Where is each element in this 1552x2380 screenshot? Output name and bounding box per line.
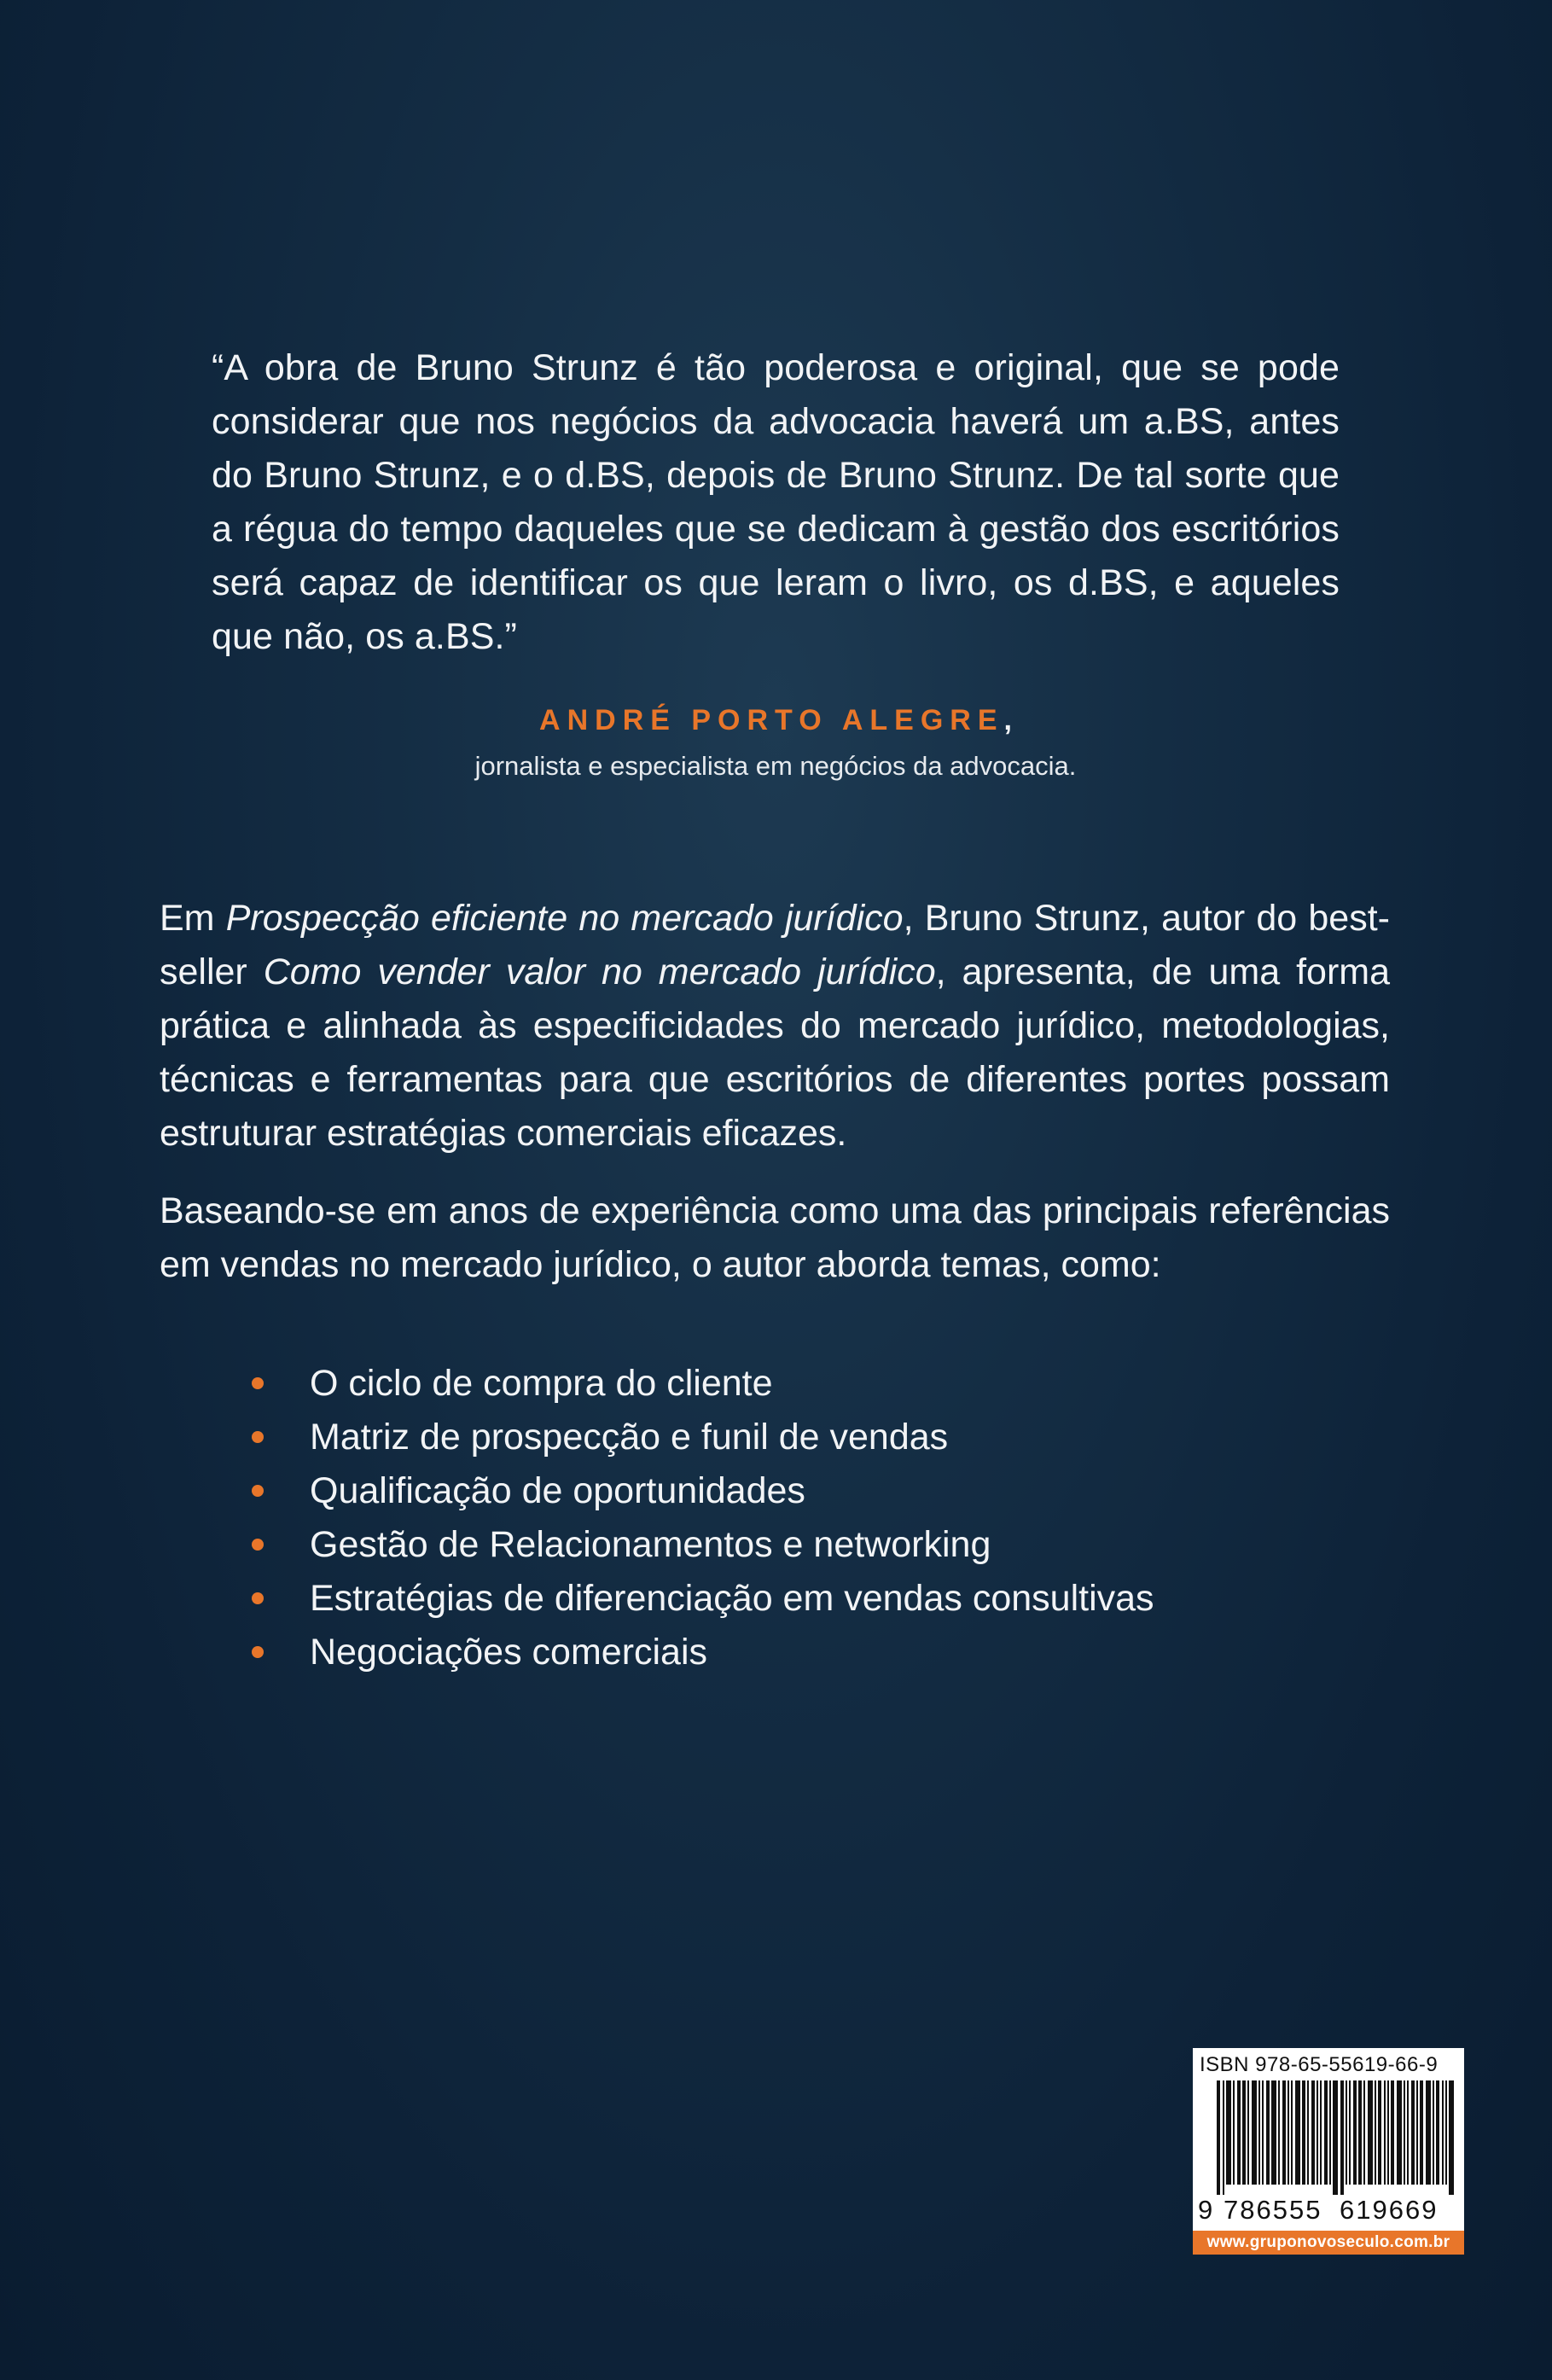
bullet-icon (252, 1377, 264, 1389)
list-item (252, 1626, 1154, 1679)
barcode-bar (1317, 2080, 1318, 2185)
description-paragraph-1 (160, 892, 1390, 1161)
barcode-bar (1442, 2080, 1444, 2185)
bullet-icon (252, 1431, 264, 1443)
barcode-bar (1407, 2080, 1409, 2185)
publisher-website: www.gruponovoseculo.com.br (1193, 2231, 1464, 2255)
barcode-bar (1391, 2080, 1394, 2185)
barcode-bar (1378, 2080, 1381, 2185)
barcode-bar (1368, 2080, 1373, 2185)
isbn-label: ISBN 978-65-55619-66-9 (1200, 2053, 1439, 2076)
topic-label: Matriz de prospecção e funil de vendas (310, 1417, 949, 1458)
quote-attribution (212, 696, 1340, 788)
barcode-bar (1247, 2080, 1249, 2185)
isbn-barcode-block (1193, 2048, 1464, 2255)
barcode-bar (1363, 2080, 1365, 2185)
barcode-bar (1384, 2080, 1386, 2185)
list-item (252, 1357, 1154, 1411)
topic-label: Gestão de Relacionamentos e networking (310, 1524, 991, 1565)
barcode-bar (1375, 2080, 1376, 2185)
book-description (160, 892, 1390, 1316)
barcode-bar (1324, 2080, 1328, 2185)
barcode-bar (1358, 2080, 1362, 2185)
barcode-bar (1387, 2080, 1389, 2185)
barcode-bar (1426, 2080, 1431, 2185)
barcode-bar (1445, 2080, 1447, 2185)
barcode-bar (1433, 2080, 1434, 2185)
barcode-bar (1266, 2080, 1270, 2185)
book-title: Prospecção eficiente no mercado jurídico (225, 898, 904, 939)
barcode-bar (1282, 2080, 1286, 2185)
description-paragraph-2: Baseando-se em anos de experiência como uma das principais referências em vendas no mercado jurídico, o autor aborda temas, como: (160, 1190, 1390, 1285)
barcode-bar (1233, 2080, 1235, 2185)
bestseller-title: Como vender valor no mercado jurídico (263, 951, 936, 992)
endorsement-quote (212, 341, 1340, 664)
topic-label: Qualificação de oportunidades (310, 1470, 805, 1511)
barcode-bar (1416, 2080, 1418, 2185)
barcode-bar (1302, 2080, 1305, 2185)
barcode-bar (1271, 2080, 1276, 2185)
barcode-bar (1226, 2080, 1231, 2185)
bullet-icon (252, 1485, 264, 1497)
topic-label: Negociações comerciais (310, 1632, 708, 1673)
barcode-bar (1252, 2080, 1257, 2185)
list-item (252, 1411, 1154, 1464)
barcode-bar (1307, 2080, 1309, 2185)
topics-list (252, 1357, 1154, 1679)
barcode-digit-group-1: 786555 (1224, 2195, 1322, 2225)
barcode-bar (1333, 2080, 1338, 2195)
barcode-digit-group-2: 619669 (1340, 2195, 1439, 2225)
bullet-icon (252, 1646, 264, 1658)
barcode-bar (1258, 2080, 1260, 2185)
topic-label: Estratégias de diferenciação em vendas consultivas (310, 1578, 1154, 1619)
barcode-bar (1320, 2080, 1322, 2185)
topic-label: O ciclo de compra do cliente (310, 1363, 773, 1404)
list-item (252, 1572, 1154, 1626)
bullet-icon (252, 1539, 264, 1551)
barcode-icon (1200, 2080, 1457, 2195)
barcode-bar (1291, 2080, 1293, 2185)
barcode-bar (1311, 2080, 1315, 2185)
barcode-first-digit: 9 (1198, 2195, 1215, 2225)
list-item (252, 1464, 1154, 1518)
barcode-bar (1404, 2080, 1405, 2185)
description-p1-middle: , Bruno Strunz, autor do best-seller (160, 898, 1390, 992)
quote-author-comma: , (1003, 704, 1012, 736)
barcode-bar (1295, 2080, 1300, 2185)
barcode-bar (1346, 2080, 1347, 2185)
description-p1-suffix: , apresenta, de uma forma prática e alinhada às especificidades do mercado jurídico, metodologias, técnicas e ferramentas para que escritórios de diferentes portes possam estruturar estratégias comerciais eficazes. (160, 951, 1391, 1154)
quote-text: “A obra de Bruno Strunz é tão poderosa e original, que se pode considerar que nos negócios da advocacia haverá um a.BS, antes do Bruno Strunz, e o d.BS, depois de Bruno Strunz. De tal sorte que a régua do tempo daqueles que se dedicam à gestão dos escritórios será capaz de identificar os que leram o livro, os d.BS, e aqueles que não, os a.BS.” (212, 347, 1340, 657)
barcode-bar (1397, 2080, 1402, 2185)
barcode-bar (1340, 2080, 1344, 2195)
quote-author-line (212, 696, 1340, 744)
barcode-bar (1223, 2080, 1224, 2195)
description-p1-prefix: Em (160, 898, 226, 939)
barcode-bar (1262, 2080, 1264, 2185)
bullet-icon (252, 1592, 264, 1604)
barcode-bar (1411, 2080, 1415, 2185)
barcode-bar (1436, 2080, 1439, 2185)
quote-author: ANDRÉ PORTO ALEGRE (539, 704, 1004, 736)
barcode-bar (1217, 2080, 1220, 2195)
list-item (252, 1518, 1154, 1572)
barcode-bar (1349, 2080, 1351, 2185)
barcode-bar (1237, 2080, 1241, 2185)
barcode-bar (1353, 2080, 1357, 2185)
barcode-bar (1329, 2080, 1331, 2185)
barcode-bar (1242, 2080, 1246, 2185)
barcode-bar (1420, 2080, 1423, 2185)
barcode-bar (1288, 2080, 1289, 2185)
quote-author-role: jornalista e especialista em negócios da advocacia. (474, 751, 1077, 781)
barcode-bar (1278, 2080, 1280, 2185)
barcode-bar (1449, 2080, 1454, 2195)
